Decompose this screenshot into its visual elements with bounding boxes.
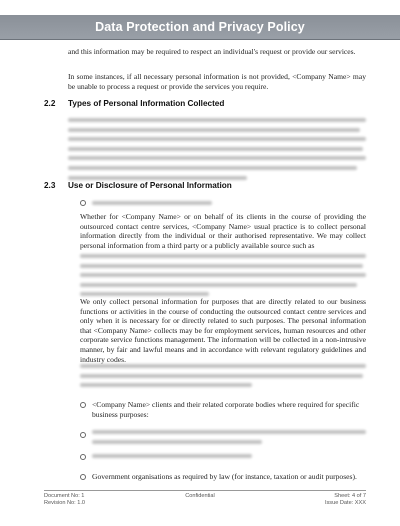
bullet-marker xyxy=(80,432,86,438)
document-number: Document No: 1 xyxy=(44,493,85,499)
footer-right xyxy=(325,493,366,507)
intro-paragraph-1: and this information may be required to respect an individual's request or provide our services. xyxy=(68,47,356,56)
blurred-bullet-text xyxy=(92,201,212,211)
document-title: Data Protection and Privacy Policy xyxy=(95,20,305,34)
blurred-paragraph xyxy=(80,364,366,393)
page-header xyxy=(0,0,400,40)
footer-divider xyxy=(44,490,366,491)
bullet-marker xyxy=(80,454,86,460)
blurred-paragraph xyxy=(80,254,366,302)
section-number: 2.2 xyxy=(44,99,56,108)
bullet-marker xyxy=(80,474,86,480)
section-title: Use or Disclosure of Personal Information xyxy=(68,181,232,190)
revision-number: Revision No: 1.0 xyxy=(44,500,86,506)
issue-date: Issue Date: XXX xyxy=(324,500,366,506)
section-2-3-heading xyxy=(0,181,400,193)
blurred-paragraph xyxy=(68,118,366,185)
intro-paragraph-2: In some instances, if all necessary personal information is not provided, <Company Name> may be unable to process a request or provide the services you require. xyxy=(68,72,366,91)
blurred-bullet-text xyxy=(92,454,252,464)
purpose-paragraph: We only collect personal information for purposes that are directly related to our business functions or activities in the course of conducting the outsourced contact centre services and only when it is necessary for or directly related to such purposes. The personal information that <Company Name> collects may be for employment services, human resources and other corporate service functions management. The information will be collected in a non-intrusive manner, by fair and lawful means and in accordance with relevant regulatory guidelines and industry codes. xyxy=(80,297,366,364)
section-2-2-heading xyxy=(0,99,400,111)
section-number: 2.3 xyxy=(44,181,56,190)
bullet-marker xyxy=(80,200,86,206)
collection-paragraph: Whether for <Company Name> or on behalf of its clients in the course of providing the outsourced contact centre services, <Company Name> usual practice is to collect personal information directly from the individual or their authorised representative. We may collect personal information from a third party or a publicly available source such as xyxy=(80,212,366,250)
header-bar xyxy=(0,15,400,40)
sheet-number: Sheet: 4 of 7 xyxy=(334,493,366,499)
footer-classification: Confidential xyxy=(185,493,215,499)
bullet-clients: <Company Name> clients and their related corporate bodies where required for specific business purposes: xyxy=(92,400,360,419)
bullet-government: Government organisations as required by law (for instance, taxation or audit purposes). xyxy=(92,472,357,481)
blurred-bullet-text xyxy=(92,430,366,449)
section-title: Types of Personal Information Collected xyxy=(68,99,225,108)
bullet-marker xyxy=(80,402,86,408)
